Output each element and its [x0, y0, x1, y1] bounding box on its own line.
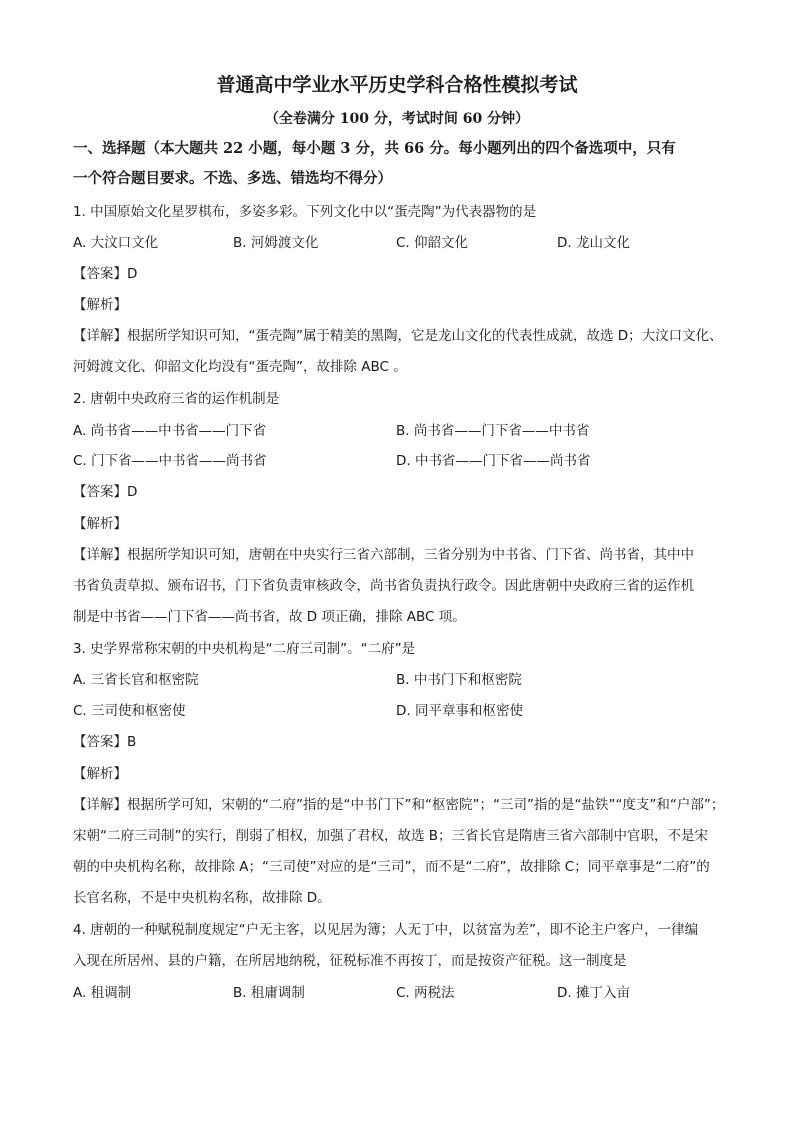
question-4-option-c: C. 两税法 — [396, 985, 455, 1001]
question-4-option-b: B. 租庸调制 — [233, 985, 305, 1001]
question-3-detail-line: 宋朝“二府三司制”的实行，削弱了相权，加强了君权，故选 B；三省长官是隋唐三省六部制中官职，不是宋 — [73, 828, 709, 844]
question-2-option-c: C. 门下省——中书省——尚书省 — [73, 453, 267, 469]
question-2-option-d: D. 中书省——门下省——尚书省 — [396, 453, 591, 469]
question-3-option-d: D. 同平章事和枢密使 — [396, 703, 523, 719]
question-3-detail-line: 长官名称，不是中央机构名称，故排除 D。 — [73, 890, 331, 906]
question-3-analysis-label: 【解析】 — [73, 766, 127, 782]
exam-subtitle: （全卷满分 100 分，考试时间 60 分钟） — [264, 111, 530, 127]
question-2-detail-line: 制是中书省——门下省——尚书省，故 D 项正确，排除 ABC 项。 — [73, 609, 466, 625]
question-4-stem-line: 4. 唐朝的一种赋税制度规定“户无主客，以见居为簿；人无丁中，以贫富为差”，即不论主户客户，一律编 — [73, 922, 699, 938]
question-4-option-a: A. 租调制 — [73, 985, 132, 1001]
question-2-detail-line: 【详解】根据所学知识可知，唐朝在中央实行三省六部制，三省分别为中书省、门下省、尚书省，其中中 — [73, 547, 694, 563]
section-heading-line-1: 一、选择题（本大题共 22 小题，每小题 3 分，共 66 分。每小题列出的四个备选项中，只有 — [73, 140, 676, 157]
question-3-stem: 3. 史学界常称宋朝的中央机构是“二府三司制”。“二府”是 — [73, 641, 416, 657]
question-1-option-d: D. 龙山文化 — [557, 235, 630, 251]
question-4-option-d: D. 摊丁入亩 — [557, 985, 630, 1001]
question-1-option-c: C. 仰韶文化 — [396, 235, 469, 251]
question-1-stem: 1. 中国原始文化星罗棋布，多姿多彩。下列文化中以“蛋壳陶”为代表器物的是 — [73, 204, 537, 220]
question-2-stem: 2. 唐朝中央政府三省的运作机制是 — [73, 391, 280, 407]
question-2-answer: 【答案】D — [73, 484, 138, 500]
question-2-option-b: B. 尚书省——门下省——中书省 — [396, 423, 590, 439]
question-3-option-c: C. 三司使和枢密使 — [73, 703, 186, 719]
question-3-option-a: A. 三省长官和枢密院 — [73, 672, 199, 688]
question-1-analysis-label: 【解析】 — [73, 297, 127, 313]
question-1-detail-line: 【详解】根据所学知识可知，“蛋壳陶”属于精美的黑陶，它是龙山文化的代表性成就，故选 D；大汶口文化、 — [73, 328, 723, 344]
question-2-analysis-label: 【解析】 — [73, 516, 127, 532]
question-3-detail-line: 【详解】根据所学可知，宋朝的“二府”指的是“中书门下”和“枢密院”；“三司”指的是“盐铁”“度支”和“户部”； — [73, 797, 725, 813]
question-1-detail-line: 河姆渡文化、仰韶文化均没有“蛋壳陶”，故排除 ABC 。 — [73, 359, 407, 375]
question-3-detail-line: 朝的中央机构名称，故排除 A；“三司使”对应的是“三司”，而不是“二府”，故排除 C；同平章事是“二府”的 — [73, 859, 710, 875]
exam-title: 普通高中学业水平历史学科合格性模拟考试 — [216, 74, 578, 96]
question-4-stem-line: 入现在所居州、县的户籍，在所居地纳税，征税标准不再按丁，而是按资产征税。这一制度是 — [73, 953, 627, 969]
question-1-option-a: A. 大汶口文化 — [73, 235, 159, 251]
question-1-option-b: B. 河姆渡文化 — [233, 235, 319, 251]
question-3-option-b: B. 中书门下和枢密院 — [396, 672, 522, 688]
question-3-answer: 【答案】B — [73, 734, 137, 750]
section-heading-line-2: 一个符合题目要求。不选、多选、错选均不得分） — [73, 170, 392, 187]
question-2-option-a: A. 尚书省——中书省——门下省 — [73, 423, 267, 439]
question-1-answer: 【答案】D — [73, 266, 138, 282]
question-2-detail-line: 书省负责草拟、颁布诏书，门下省负责审核政令，尚书省负责执行政令。因此唐朝中央政府三省的运作机 — [73, 578, 694, 594]
